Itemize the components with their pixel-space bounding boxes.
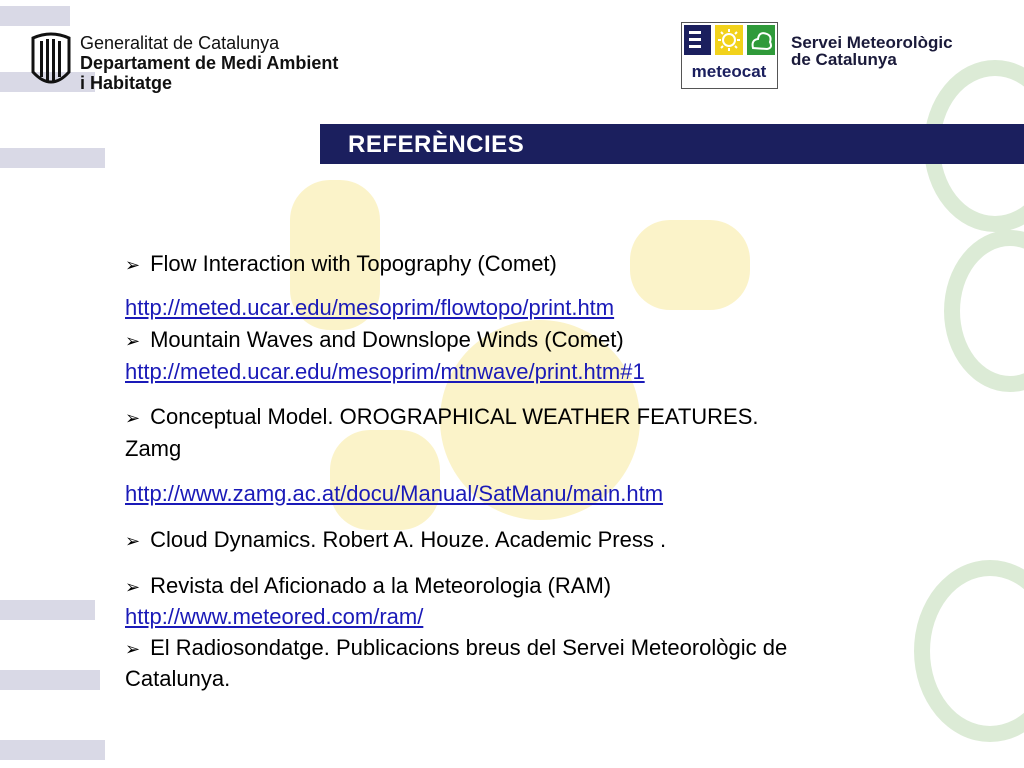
reference-item [125,250,557,279]
reference-item [125,634,787,663]
arrow-bullet-icon: ➢ [125,531,141,551]
reference-title: Conceptual Model. OROGRAPHICAL WEATHER FEATURES. [150,404,759,429]
generalitat-shield-icon [30,32,72,90]
reference-title: Revista del Aficionado a la Meteorologia (RAM) [150,573,612,598]
reference-link[interactable]: http://www.meteored.com/ram/ [125,604,424,629]
reference-link-item [125,294,614,322]
right-swirl-decoration [884,0,1024,768]
org-line-1: Generalitat de Catalunya [80,33,280,53]
reference-link-item [125,358,645,386]
arrow-bullet-icon: ➢ [125,639,141,659]
reference-title-continued: Zamg [125,436,182,461]
arrow-bullet-icon: ➢ [125,577,141,597]
reference-link-item [125,480,663,508]
reference-link[interactable]: http://www.zamg.ac.at/docu/Manual/SatManu/main.htm [125,481,664,506]
organization-name [80,33,338,93]
reference-link[interactable]: http://meted.ucar.edu/mesoprim/mtnwave/print.htm#1 [125,359,645,384]
reference-item [125,572,611,601]
reference-link[interactable]: http://meted.ucar.edu/mesoprim/flowtopo/print.htm [125,295,615,320]
reference-title-continued: Catalunya. [125,666,231,691]
left-stripe-decoration [0,0,110,768]
reference-title: El Radiosondatge. Publicacions breus del Servei Meteorològic de [150,635,788,660]
org-line-3: i Habitatge [80,73,173,93]
reference-item [125,326,624,355]
service-name [791,34,953,68]
page-title: REFERÈNCIES [348,131,525,158]
reference-title: Mountain Waves and Downslope Winds (Comet) [150,327,624,352]
section-title-bar [320,124,1024,164]
reference-item [125,403,759,432]
arrow-bullet-icon: ➢ [125,255,141,275]
arrow-bullet-icon: ➢ [125,408,141,428]
org-line-2: Departament de Medi Ambient [80,53,339,73]
reference-link-item [125,603,423,631]
service-line-2: de Catalunya [791,50,897,69]
arrow-bullet-icon: ➢ [125,331,141,351]
meteocat-wordmark: meteocat [691,62,767,81]
reference-title: Flow Interaction with Topography (Comet) [150,251,557,276]
reference-continuation [125,665,230,693]
reference-continuation [125,435,181,463]
meteocat-logo [681,22,778,89]
reference-title: Cloud Dynamics. Robert A. Houze. Academic Press . [150,527,667,552]
reference-item [125,526,666,555]
service-line-1: Servei Meteorològic [791,33,953,52]
